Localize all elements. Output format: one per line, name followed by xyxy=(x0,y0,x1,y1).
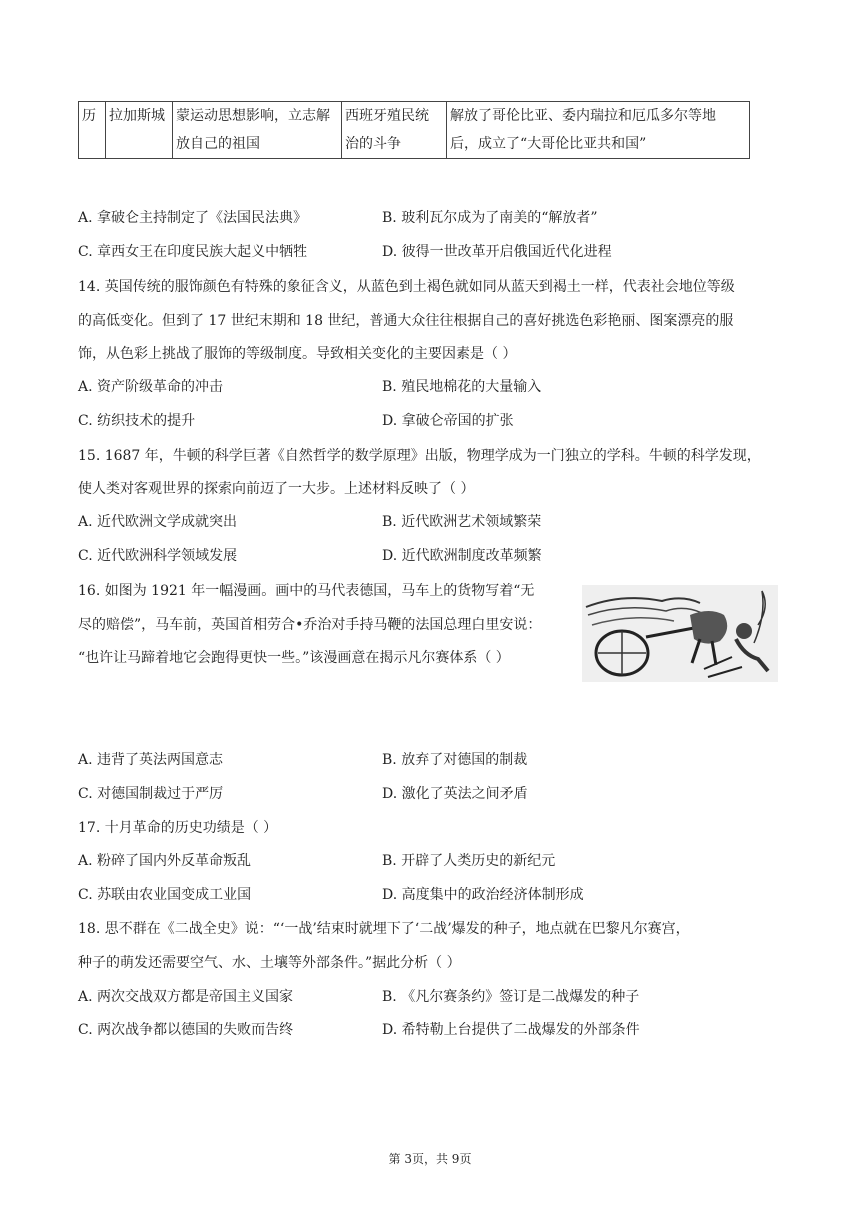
question-stem: 18. 思不群在《二战全史》说：“‘一战’结束时就埋下了‘二战’爆发的种子，地点就在巴黎凡尔赛宫， xyxy=(78,921,690,937)
table-row xyxy=(79,102,750,159)
question-stem: 饰，从色彩上挑战了服饰的等级制度。导致相关变化的主要因素是（ ） xyxy=(78,346,517,362)
option-c: C. 纺织技术的提升 xyxy=(78,413,196,429)
table-cell xyxy=(106,102,173,159)
cell-text: 拉加斯城 xyxy=(109,108,165,124)
option-c: C. 苏联由农业国变成工业国 xyxy=(78,887,252,903)
cartoon-image xyxy=(582,585,778,682)
option-a: A. 违背了英法两国意志 xyxy=(78,752,224,768)
table-cell xyxy=(79,102,106,159)
table-cell xyxy=(447,102,750,159)
option-a: A. 粉碎了国内外反革命叛乱 xyxy=(78,853,252,869)
cell-text: 解放了哥伦比亚、委内瑞拉和厄瓜多尔等地 xyxy=(450,108,716,124)
question-stem: 种子的萌发还需要空气、水、土壤等外部条件。”据此分析（ ） xyxy=(78,955,461,971)
option-c: C. 对德国制裁过于严厉 xyxy=(78,786,224,802)
option-c: C. 章西女王在印度民族大起义中牺牲 xyxy=(78,244,308,260)
cartoon-figure-head xyxy=(736,623,752,639)
option-b: B. 玻利瓦尔成为了南美的“解放者” xyxy=(382,210,598,226)
cartoon-horse xyxy=(690,611,727,644)
question-stem: 14. 英国传统的服饰颜色有特殊的象征含义，从蓝色到土褐色就如同从蓝天到褐土一样，代表社会地位等级 xyxy=(78,279,735,295)
option-b: B. 放弃了对德国的制裁 xyxy=(382,752,528,768)
question-stem: 15. 1687 年，牛顿的科学巨著《自然哲学的数学原理》出版，物理学成为一门独立的学科。牛顿的科学发现， xyxy=(78,448,761,464)
option-d: D. 拿破仑帝国的扩张 xyxy=(382,413,514,429)
cell-text: 放自己的祖国 xyxy=(176,136,260,152)
cell-text: 后，成立了“大哥伦比亚共和国” xyxy=(450,136,647,152)
cell-text: 西班牙殖民统 xyxy=(345,108,429,124)
option-d: D. 希特勒上台提供了二战爆发的外部条件 xyxy=(382,1022,640,1038)
option-a: A. 拿破仑主持制定了《法国民法典》 xyxy=(78,210,308,226)
option-b: B. 《凡尔赛条约》签订是二战爆发的种子 xyxy=(382,989,640,1005)
option-a: A. 近代欧洲文学成就突出 xyxy=(78,514,238,530)
question-stem: 尽的赔偿”，马车前，英国首相劳合•乔治对手持马鞭的法国总理白里安说： xyxy=(78,617,542,633)
option-d: D. 近代欧洲制度改革频繁 xyxy=(382,548,542,564)
question-stem: 16. 如图为 1921 年一幅漫画。画中的马代表德国，马车上的货物写着“无 xyxy=(78,583,535,599)
page-footer: 第 3页，共 9页 xyxy=(388,1152,472,1166)
cell-text: 历 xyxy=(82,108,96,124)
option-c: C. 近代欧洲科学领域发展 xyxy=(78,548,238,564)
option-b: B. 近代欧洲艺术领域繁荣 xyxy=(382,514,542,530)
option-d: D. 激化了英法之间矛盾 xyxy=(382,786,528,802)
table-cell xyxy=(173,102,342,159)
option-d: D. 彼得一世改革开启俄国近代化进程 xyxy=(382,244,612,260)
option-a: A. 两次交战双方都是帝国主义国家 xyxy=(78,989,294,1005)
option-d: D. 高度集中的政治经济体制形成 xyxy=(382,887,584,903)
question-stem: 使人类对客观世界的探索向前迈了一大步。上述材料反映了（ ） xyxy=(78,481,475,497)
option-b: B. 殖民地棉花的大量输入 xyxy=(382,379,542,395)
history-table xyxy=(78,101,750,159)
question-stem: 17. 十月革命的历史功绩是（ ） xyxy=(78,820,278,836)
option-c: C. 两次战争都以德国的失败而告终 xyxy=(78,1022,294,1038)
question-stem: 的高低变化。但到了 17 世纪末期和 18 世纪，普通大众往往根据自己的喜好挑选色彩艳丽、图案漂亮的服 xyxy=(78,313,734,329)
option-b: B. 开辟了人类历史的新纪元 xyxy=(382,853,556,869)
question-stem: “也许让马蹄着地它会跑得更快一些。”该漫画意在揭示凡尔赛体系（ ） xyxy=(78,650,510,666)
option-a: A. 资产阶级革命的冲击 xyxy=(78,379,224,395)
table-cell xyxy=(342,102,447,159)
cell-text: 蒙运动思想影响，立志解 xyxy=(176,108,330,124)
cell-text: 治的斗争 xyxy=(345,136,401,152)
